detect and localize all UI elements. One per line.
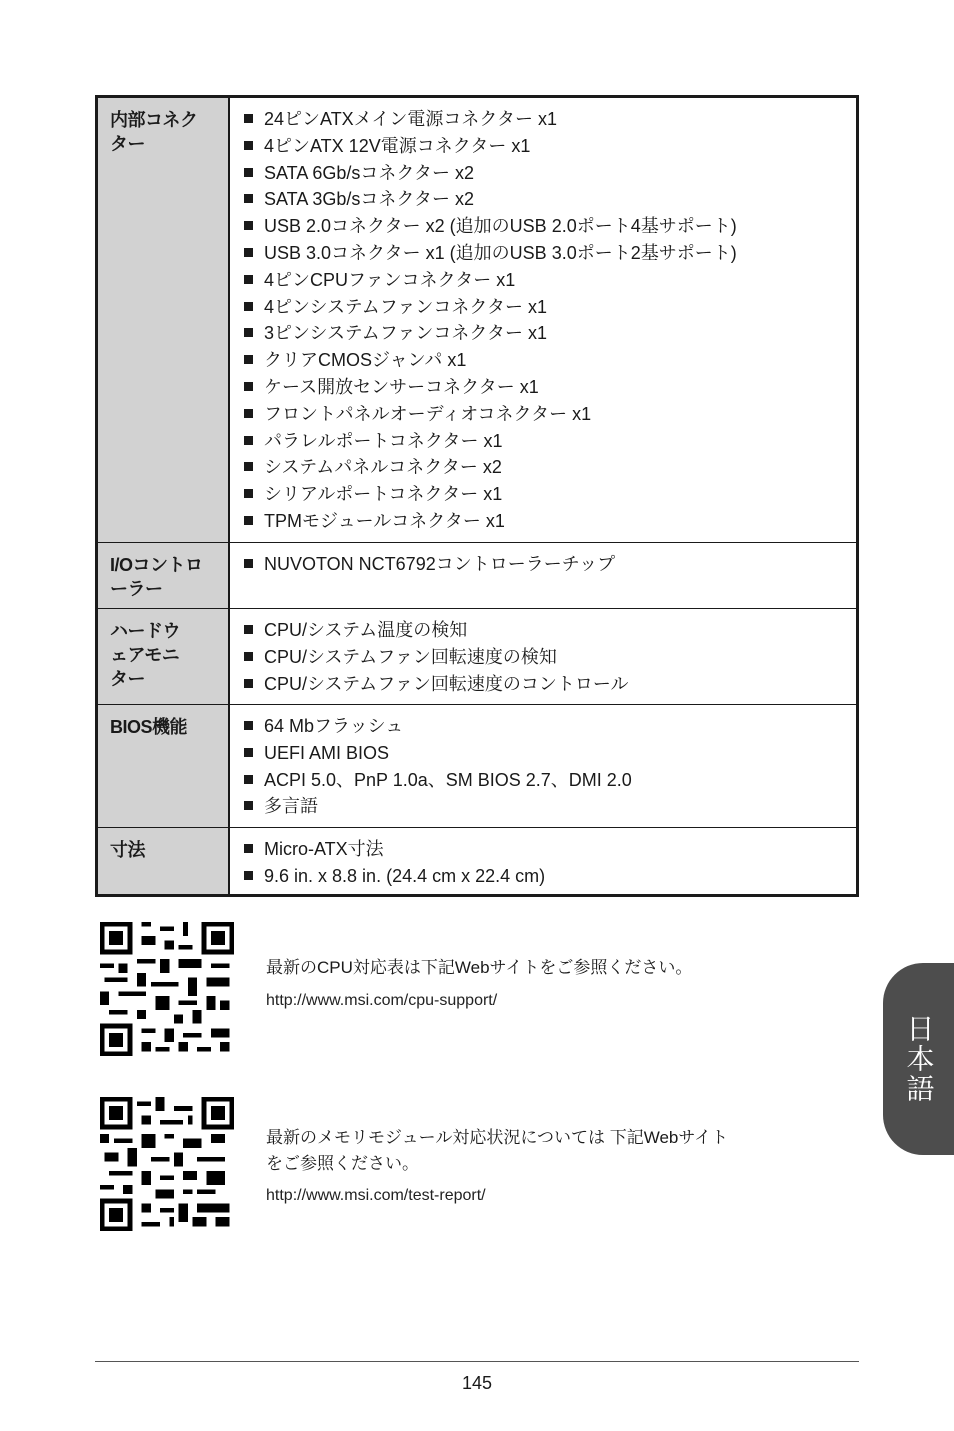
bullet-icon [244, 462, 253, 471]
qr-cpu-description: 最新のCPU対応表は下記Webサイトをご参照ください。 [266, 958, 693, 977]
list-item: パラレルポートコネクター x1 [244, 428, 856, 455]
spec-label: ハードウェアモニター [98, 609, 230, 704]
bullet-icon [244, 194, 253, 203]
list-item: USB 2.0コネクター x2 (追加のUSB 2.0ポート4基サポート) [244, 213, 856, 240]
list-item: 多言語 [244, 793, 856, 820]
spec-items-list [230, 828, 856, 894]
list-item: 4ピンCPUファンコネクター x1 [244, 267, 856, 294]
list-item: ACPI 5.0、PnP 1.0a、SM BIOS 2.7、DMI 2.0 [244, 767, 856, 794]
bullet-icon [244, 748, 253, 757]
list-item: 3ピンシステムファンコネクター x1 [244, 320, 856, 347]
qr-memory-url[interactable]: http://www.msi.com/test-report/ [266, 1187, 486, 1204]
spec-row-internal-connectors [98, 98, 856, 542]
list-item: UEFI AMI BIOS [244, 740, 856, 767]
qr-code-test-report [100, 1097, 234, 1236]
spec-label: 寸法 [98, 828, 230, 894]
list-item: フロントパネルオーディオコネクター x1 [244, 401, 856, 428]
language-side-tab: 日本語 [883, 963, 954, 1155]
list-item: 4ピンシステムファンコネクター x1 [244, 294, 856, 321]
bullet-icon [244, 625, 253, 634]
list-item: CPU/システムファン回転速度のコントロール [244, 671, 856, 698]
bullet-icon [244, 775, 253, 784]
list-item: CPU/システム温度の検知 [244, 617, 856, 644]
spec-label: BIOS機能 [98, 705, 230, 827]
bullet-icon [244, 871, 253, 880]
bullet-icon [244, 114, 253, 123]
spec-label: I/Oコントローラー [98, 543, 230, 608]
qr-memory-description: 最新のメモリモジュール対応状況については 下記Webサイト をご参照ください。 [266, 1128, 729, 1173]
list-item: シリアルポートコネクター x1 [244, 481, 856, 508]
bullet-icon [244, 328, 253, 337]
list-item: クリアCMOSジャンパ x1 [244, 347, 856, 374]
spec-row-bios [98, 704, 856, 827]
list-item: 9.6 in. x 8.8 in. (24.4 cm x 22.4 cm) [244, 863, 856, 890]
spec-row-io-controller [98, 542, 856, 608]
list-item: CPU/システムファン回転速度の検知 [244, 644, 856, 671]
list-item: ケース開放センサーコネクター x1 [244, 374, 856, 401]
spec-items-list [230, 98, 856, 542]
bullet-icon [244, 275, 253, 284]
bullet-icon [244, 679, 253, 688]
qr-code-icon [100, 1097, 234, 1231]
qr-code-icon [100, 922, 234, 1056]
list-item: USB 3.0コネクター x1 (追加のUSB 3.0ポート2基サポート) [244, 240, 856, 267]
list-item: システムパネルコネクター x2 [244, 454, 856, 481]
list-item: 24ピンATXメイン電源コネクター x1 [244, 106, 856, 133]
list-item: SATA 6Gb/sコネクター x2 [244, 160, 856, 187]
list-item: 4ピンATX 12V電源コネクター x1 [244, 133, 856, 160]
bullet-icon [244, 248, 253, 257]
bullet-icon [244, 221, 253, 230]
list-item: NUVOTON NCT6792コントローラーチップ [244, 551, 856, 578]
bullet-icon [244, 516, 253, 525]
bullet-icon [244, 355, 253, 364]
list-item: TPMモジュールコネクター x1 [244, 508, 856, 535]
bullet-icon [244, 801, 253, 810]
spec-table [95, 95, 859, 897]
bullet-icon [244, 489, 253, 498]
bullet-icon [244, 168, 253, 177]
spec-row-hardware-monitor [98, 608, 856, 704]
list-item: 64 Mbフラッシュ [244, 713, 856, 740]
bullet-icon [244, 559, 253, 568]
bullet-icon [244, 302, 253, 311]
spec-items-list [230, 705, 856, 827]
bullet-icon [244, 382, 253, 391]
bullet-icon [244, 409, 253, 418]
spec-items-list [230, 609, 856, 704]
bullet-icon [244, 844, 253, 853]
bullet-icon [244, 652, 253, 661]
footer-divider [95, 1361, 859, 1362]
list-item: Micro-ATX寸法 [244, 836, 856, 863]
qr-code-cpu-support [100, 922, 234, 1061]
spec-label: 内部コネクター [98, 98, 230, 542]
spec-row-dimensions [98, 827, 856, 894]
page-number: 145 [461, 1373, 493, 1393]
bullet-icon [244, 436, 253, 445]
bullet-icon [244, 721, 253, 730]
bullet-icon [244, 141, 253, 150]
list-item: SATA 3Gb/sコネクター x2 [244, 186, 856, 213]
spec-items-list [230, 543, 856, 608]
qr-cpu-url[interactable]: http://www.msi.com/cpu-support/ [266, 992, 498, 1009]
